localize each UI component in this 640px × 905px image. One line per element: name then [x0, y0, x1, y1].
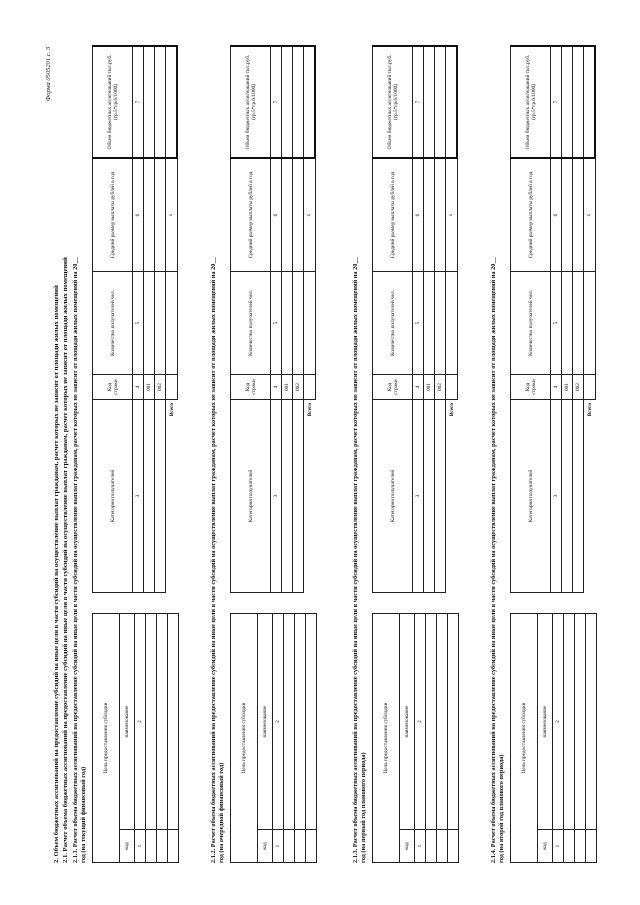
row-cell[interactable] — [144, 400, 155, 593]
row-cell[interactable] — [424, 272, 435, 375]
code-header: код — [120, 830, 135, 863]
total-label: Всего — [586, 403, 593, 417]
row-cell[interactable] — [573, 158, 584, 272]
count-header: Количество получателей чел. — [511, 272, 551, 375]
row-cell[interactable] — [282, 158, 293, 272]
row-cell[interactable] — [435, 46, 446, 158]
row-cell[interactable] — [155, 46, 166, 158]
total-cell — [584, 375, 596, 400]
total-count[interactable] — [304, 272, 316, 375]
x-mark: x — [584, 158, 596, 272]
row-cell[interactable] — [435, 400, 446, 593]
purpose-header: Цель предоставления субсидии — [231, 614, 258, 863]
col-num: 1 — [415, 830, 426, 863]
row-cell[interactable] — [146, 830, 157, 863]
row-cell[interactable] — [575, 614, 586, 830]
line-code-header: Код строки — [231, 375, 271, 400]
line-code-header: Код строки — [93, 375, 133, 400]
total-header: Объем бюджетных ассигнований тыс.руб. (гр.5*гр.6/1000) — [231, 46, 271, 158]
line-code: 001 — [424, 375, 435, 400]
purpose-table — [92, 613, 179, 863]
heading-2-1: 2.1. Расчет объема бюджетных ассигнований на предоставление субсидий на иные цели в части субсидий на осуществление выплат гражданам, расчет которых не зависит от площади жилых помещений — [62, 257, 69, 863]
col-num: 4 — [271, 375, 282, 400]
row-cell[interactable] — [306, 614, 317, 830]
total-cell — [446, 375, 458, 400]
col-num: 4 — [133, 375, 144, 400]
purpose-table — [372, 613, 459, 863]
row-cell[interactable] — [575, 830, 586, 863]
row-cell[interactable] — [573, 46, 584, 158]
row-cell[interactable] — [168, 614, 179, 830]
total-label: Всего — [168, 403, 175, 417]
row-cell[interactable] — [284, 830, 295, 863]
total-header: Объем бюджетных ассигнований тыс.руб. (гр.5*гр.6/1000) — [93, 46, 133, 158]
section-caption: 2.1.1. Расчет объема бюджетных ассигнований на предоставление субсидий на иные цели в части субсидий на осуществление выплат гражданам, расчет которых не зависит от площади жилых помещений на 20__ — [72, 257, 79, 863]
row-cell[interactable] — [282, 400, 293, 593]
calc-table — [230, 45, 316, 593]
col-num: 2 — [273, 614, 284, 830]
row-cell[interactable] — [435, 158, 446, 272]
row-cell[interactable] — [282, 272, 293, 375]
total-sum[interactable] — [166, 46, 178, 158]
total-count[interactable] — [446, 272, 458, 375]
col-num: 1 — [273, 830, 284, 863]
row-cell[interactable] — [564, 614, 575, 830]
col-num: 3 — [133, 400, 144, 593]
row-cell[interactable] — [586, 830, 597, 863]
row-cell[interactable] — [293, 400, 304, 593]
total-count[interactable] — [166, 272, 178, 375]
category-header: Категория получателей — [231, 400, 271, 593]
row-cell[interactable] — [293, 46, 304, 158]
col-num: 7 — [413, 46, 424, 158]
col-num: 2 — [553, 614, 564, 830]
total-cell — [166, 375, 178, 400]
col-num: 3 — [271, 400, 282, 593]
row-cell[interactable] — [562, 400, 573, 593]
line-code: 002 — [293, 375, 304, 400]
row-cell[interactable] — [144, 272, 155, 375]
col-num: 1 — [135, 830, 146, 863]
section-caption: 2.1.4. Расчет объема бюджетных ассигнований на предоставление субсидий на иные цели в части субсидий на осуществление выплат гражданам, расчет которых не зависит от площади жилых помещений на 20__ — [490, 257, 497, 863]
row-cell[interactable] — [155, 400, 166, 593]
name-header: наименование — [400, 614, 415, 830]
line-code: 002 — [435, 375, 446, 400]
total-label: Всего — [306, 403, 313, 417]
code-header: код — [538, 830, 553, 863]
calc-section-1 — [72, 45, 212, 863]
row-cell[interactable] — [157, 830, 168, 863]
col-num: 2 — [135, 614, 146, 830]
row-cell[interactable] — [448, 830, 459, 863]
row-cell[interactable] — [437, 614, 448, 830]
row-cell[interactable] — [424, 46, 435, 158]
category-header: Категория получателей — [93, 400, 133, 593]
col-num: 5 — [133, 272, 144, 375]
col-num: 2 — [415, 614, 426, 830]
purpose-header: Цель предоставления субсидии — [93, 614, 120, 863]
total-count[interactable] — [584, 272, 596, 375]
section-period: год (на первый год планового периода) — [360, 752, 367, 863]
col-num: 5 — [413, 272, 424, 375]
category-header: Категория получателей — [511, 400, 551, 593]
purpose-table — [230, 613, 317, 863]
row-cell[interactable] — [562, 158, 573, 272]
avg-header: Средний размер выплаты рублей в год — [373, 158, 413, 272]
calc-table — [372, 45, 458, 593]
total-sum[interactable] — [584, 46, 596, 158]
row-cell[interactable] — [295, 614, 306, 830]
total-cell — [304, 375, 316, 400]
name-header: наименование — [258, 614, 273, 830]
row-cell[interactable] — [573, 272, 584, 375]
category-header: Категория получателей — [373, 400, 413, 593]
name-header: наименование — [538, 614, 553, 830]
col-num: 6 — [271, 158, 282, 272]
total-sum[interactable] — [446, 46, 458, 158]
col-num: 1 — [553, 830, 564, 863]
row-cell[interactable] — [564, 830, 575, 863]
x-mark: x — [446, 158, 458, 272]
calc-section-2 — [210, 45, 350, 863]
col-num: 7 — [133, 46, 144, 158]
form-id: Форма 0505201 с. 3 — [45, 46, 52, 101]
calc-section-4 — [490, 45, 630, 863]
row-cell[interactable] — [168, 830, 179, 863]
count-header: Количество получателей чел. — [373, 272, 413, 375]
heading-2: 2. Объем бюджетных ассигнований на предоставление субсидий на иные цели в части субсидий на осуществление выплат гражданам, расчет которых не зависит от площади жилых помещений — [53, 285, 60, 863]
code-header: код — [258, 830, 273, 863]
col-num: 6 — [413, 158, 424, 272]
total-header: Объем бюджетных ассигнований тыс.руб. (гр.5*гр.6/1000) — [373, 46, 413, 158]
col-num: 5 — [271, 272, 282, 375]
total-header: Объем бюджетных ассигнований тыс.руб. (гр.5*гр.6/1000) — [511, 46, 551, 158]
col-num: 7 — [551, 46, 562, 158]
row-cell[interactable] — [284, 614, 295, 830]
row-cell[interactable] — [306, 830, 317, 863]
row-cell[interactable] — [282, 46, 293, 158]
count-header: Количество получателей чел. — [231, 272, 271, 375]
row-cell[interactable] — [562, 46, 573, 158]
col-num: 3 — [551, 400, 562, 593]
purpose-header: Цель предоставления субсидии — [373, 614, 400, 863]
col-num: 5 — [551, 272, 562, 375]
col-num: 4 — [551, 375, 562, 400]
line-code: 001 — [562, 375, 573, 400]
line-code-header: Код строки — [511, 375, 551, 400]
section-caption: 2.1.2. Расчет объема бюджетных ассигнований на предоставление субсидий на иные цели в части субсидий на осуществление выплат гражданам, расчет которых не зависит от площади жилых помещений на 20__ — [210, 257, 217, 863]
row-cell[interactable] — [586, 614, 597, 830]
line-code: 002 — [155, 375, 166, 400]
row-cell[interactable] — [155, 158, 166, 272]
count-header: Количество получателей чел. — [93, 272, 133, 375]
line-code-header: Код строки — [373, 375, 413, 400]
line-code: 001 — [144, 375, 155, 400]
row-cell[interactable] — [437, 830, 448, 863]
row-cell[interactable] — [573, 400, 584, 593]
col-num: 7 — [271, 46, 282, 158]
total-label: Всего — [448, 403, 455, 417]
line-code: 002 — [573, 375, 584, 400]
avg-header: Средний размер выплаты рублей в год — [511, 158, 551, 272]
section-period: год (на второй год планового периода) — [498, 754, 505, 863]
row-cell[interactable] — [157, 614, 168, 830]
row-cell[interactable] — [426, 830, 437, 863]
row-cell[interactable] — [155, 272, 166, 375]
name-header: наименование — [120, 614, 135, 830]
row-cell[interactable] — [146, 614, 157, 830]
row-cell[interactable] — [424, 158, 435, 272]
col-num: 3 — [413, 400, 424, 593]
col-num: 6 — [551, 158, 562, 272]
purpose-header: Цель предоставления субсидии — [511, 614, 538, 863]
row-cell[interactable] — [435, 272, 446, 375]
row-cell[interactable] — [295, 830, 306, 863]
calc-table — [510, 45, 596, 593]
purpose-table — [510, 613, 597, 863]
row-cell[interactable] — [144, 158, 155, 272]
row-cell[interactable] — [426, 614, 437, 830]
section-period: год (на текущий финансовый год) — [80, 766, 87, 863]
row-cell[interactable] — [424, 400, 435, 593]
line-code: 001 — [282, 375, 293, 400]
calc-section-3 — [352, 45, 492, 863]
row-cell[interactable] — [448, 614, 459, 830]
row-cell[interactable] — [293, 272, 304, 375]
col-num: 4 — [413, 375, 424, 400]
section-caption: 2.1.3. Расчет объема бюджетных ассигнований на предоставление субсидий на иные цели в части субсидий на осуществление выплат гражданам, расчет которых не зависит от площади жилых помещений на 20__ — [352, 257, 359, 863]
row-cell[interactable] — [144, 46, 155, 158]
col-num: 6 — [133, 158, 144, 272]
row-cell[interactable] — [293, 158, 304, 272]
code-header: код — [400, 830, 415, 863]
x-mark: x — [166, 158, 178, 272]
section-period: год (на очередной финансовый год) — [218, 762, 225, 863]
x-mark: x — [304, 158, 316, 272]
avg-header: Средний размер выплаты рублей в год — [93, 158, 133, 272]
total-sum[interactable] — [304, 46, 316, 158]
avg-header: Средний размер выплаты рублей в год — [231, 158, 271, 272]
calc-table — [92, 45, 178, 593]
row-cell[interactable] — [562, 272, 573, 375]
